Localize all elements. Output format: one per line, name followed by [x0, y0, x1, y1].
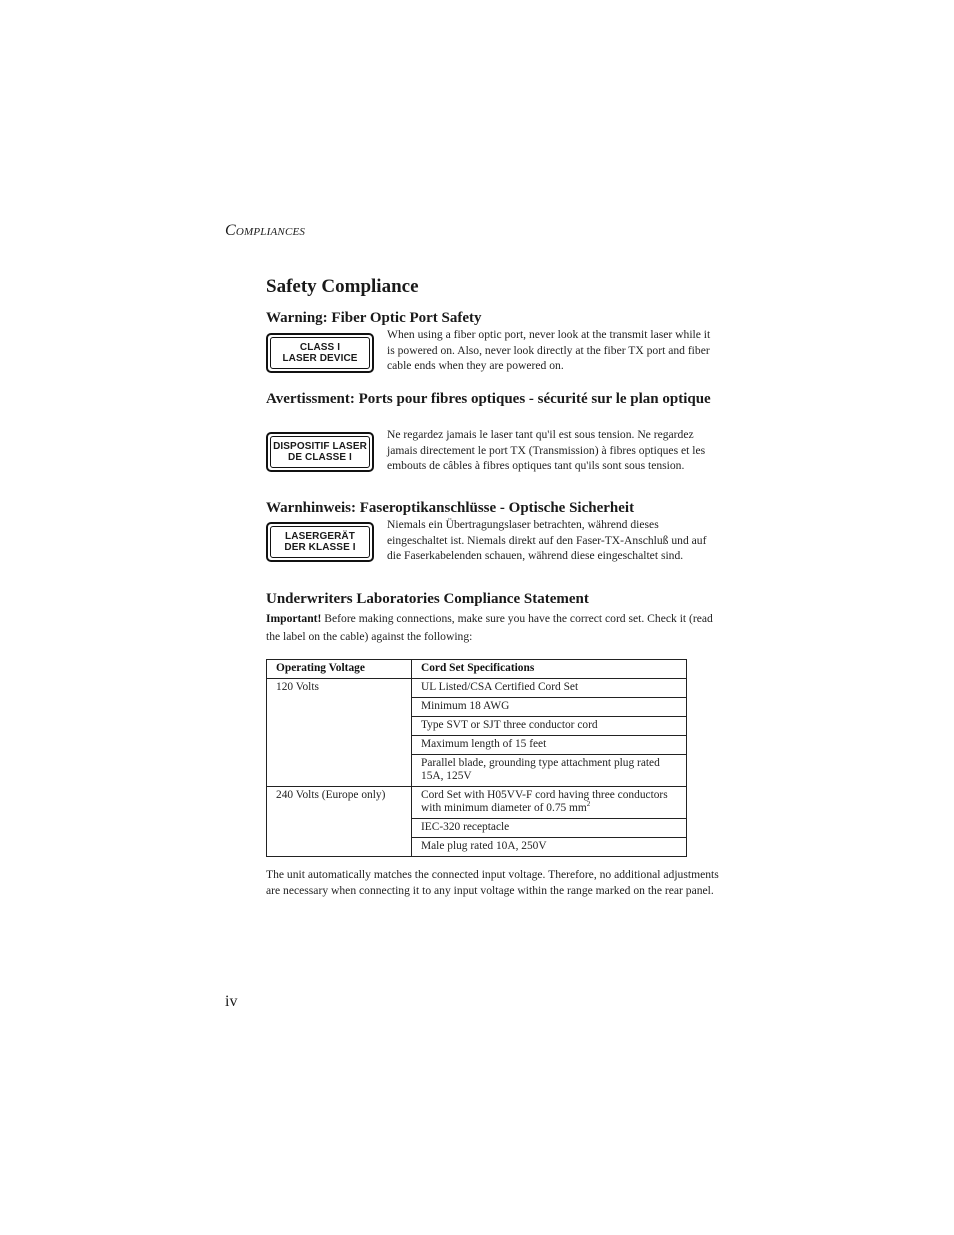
spec-cell: Type SVT or SJT three conductor cord [412, 717, 687, 736]
label-line-1: LASERGERÄT [285, 531, 355, 542]
important-label: Important! [266, 612, 322, 625]
fiber-warning-heading-de: Warnhinweis: Faseroptikanschlüsse - Optische Sicherheit [266, 500, 635, 516]
table-row [267, 787, 687, 819]
label-line-2: LASER DEVICE [282, 353, 358, 364]
important-text: Before making connections, make sure you have the correct cord set. Check it (read the label on the cable) against the following: [266, 612, 713, 643]
spec-cell: UL Listed/CSA Certified Cord Set [412, 679, 687, 698]
voltage-120-cell: 120 Volts [267, 679, 412, 787]
label-line-1: CLASS I [299, 342, 341, 353]
running-head-rest: OMPLIANCES [235, 226, 306, 238]
class-1-laser-label-de [266, 522, 374, 562]
running-head-initial: C [225, 222, 236, 239]
fiber-warning-text-en: When using a fiber optic port, never look at the transmit laser while it is powered on. Also, never look directly at the fiber TX port and fiber cable ends when they are powered on. [387, 328, 711, 373]
spec-cell [412, 787, 687, 819]
label-line-2: DER KLASSE I [284, 542, 356, 553]
spec-cell: Parallel blade, grounding type attachment plug rated 15A, 125V [412, 755, 687, 787]
page-number: iv [225, 993, 238, 1010]
table-header-row [267, 660, 687, 679]
page-title: Safety Compliance [266, 276, 419, 297]
auto-voltage-note: The unit automatically matches the connected input voltage. Therefore, no additional adjustments are necessary when connecting it to any input voltage within the range marked on the rear panel. [266, 868, 719, 897]
superscript: 2 [586, 800, 591, 809]
ul-statement-heading: Underwriters Laboratories Compliance Statement [266, 591, 589, 607]
fiber-warning-text-de: Niemals ein Übertragungslaser betrachten, während dieses eingeschaltet ist. Niemals direkt auf den Faser-TX-Anschluß und auf die Faserkabelenden schauen, während diese eingeschaltet sind. [387, 518, 707, 563]
spec-cell: Male plug rated 10A, 250V [412, 838, 687, 857]
running-head [225, 222, 305, 240]
label-line-2: DE CLASSE I [288, 452, 352, 463]
header-cord-set-spec: Cord Set Specifications [412, 660, 687, 679]
spec-cell: IEC-320 receptacle [412, 819, 687, 838]
table-row [267, 679, 687, 698]
fiber-warning-heading-fr: Avertissment: Ports pour fibres optiques - sécurité sur le plan optique [266, 391, 711, 407]
header-operating-voltage: Operating Voltage [267, 660, 412, 679]
class-1-laser-label-en [266, 333, 374, 373]
spec-text: Cord Set with H05VV-F cord having three conductors with minimum diameter of 0.75 mm [421, 789, 668, 814]
label-line-1: DISPOSITIF LASER [273, 441, 367, 452]
fiber-warning-heading-en: Warning: Fiber Optic Port Safety [266, 310, 482, 326]
laser-label-inner [270, 436, 370, 468]
laser-label-inner [270, 526, 370, 558]
class-1-laser-label-fr [266, 432, 374, 472]
voltage-240-cell: 240 Volts (Europe only) [267, 787, 412, 857]
laser-label-inner [270, 337, 370, 369]
cord-set-table [266, 659, 687, 857]
fiber-warning-text-fr: Ne regardez jamais le laser tant qu'il est sous tension. Ne regardez jamais directement le port TX (Transmission) à fibres optiques et les embouts de câbles à fibres optiques tant qu'ils sont sous tension. [387, 428, 706, 473]
spec-cell: Maximum length of 15 feet [412, 736, 687, 755]
ul-statement-text [266, 610, 721, 646]
spec-cell: Minimum 18 AWG [412, 698, 687, 717]
